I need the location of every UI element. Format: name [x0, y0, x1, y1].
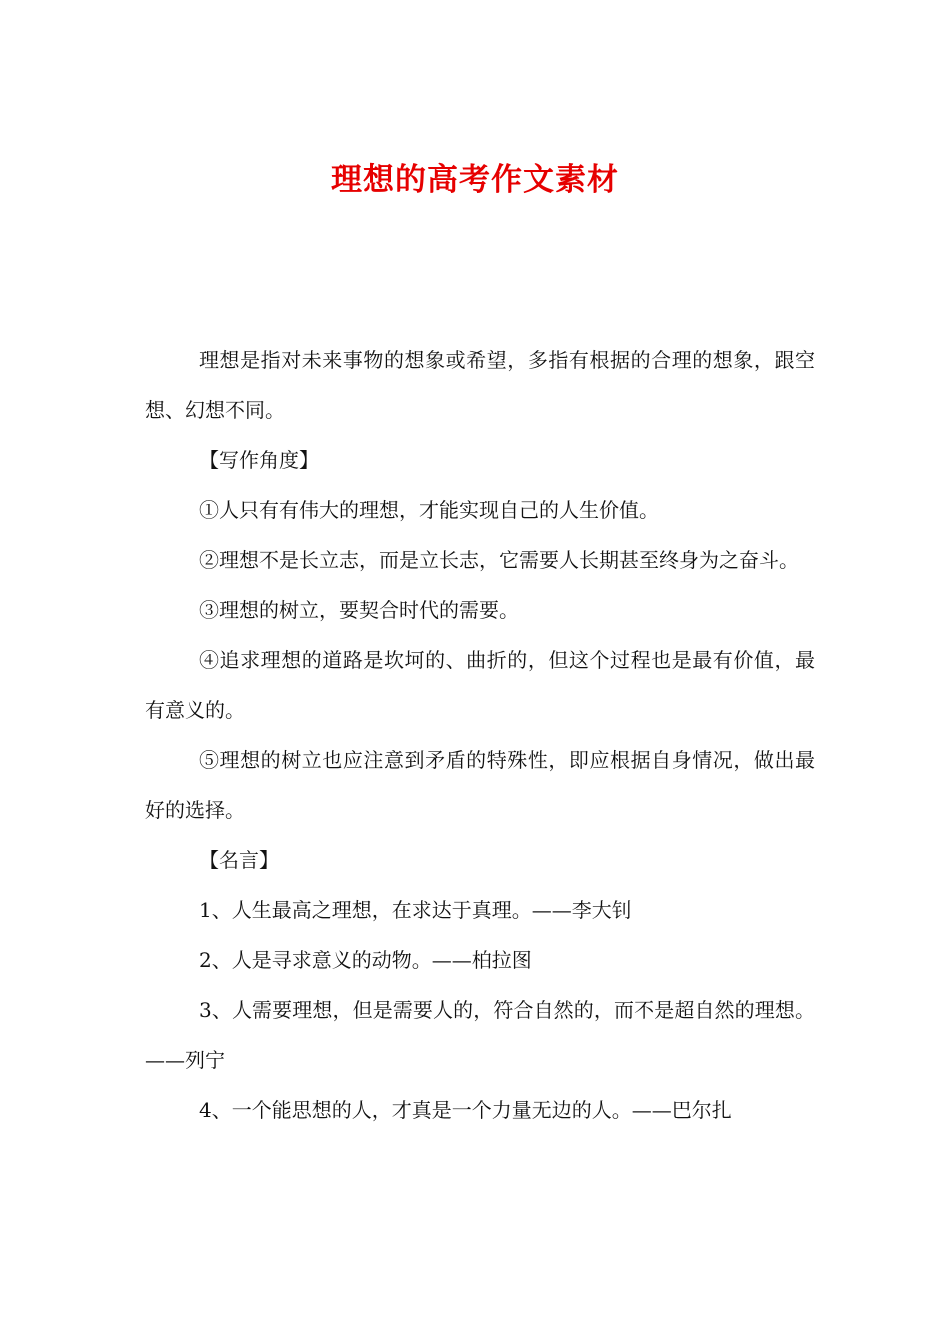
paragraph-definition: 理想是指对未来事物的想象或希望，多指有根据的合理的想象，跟空想、幻想不同。 — [145, 348, 815, 422]
quote-item: 3、人需要理想，但是需要人的，符合自然的，而不是超自然的理想。——列宁 — [145, 998, 815, 1072]
list-item: ②理想不是长立志，而是立长志，它需要人长期甚至终身为之奋斗。 — [199, 548, 799, 572]
quote-item: 1、人生最高之理想，在求达于真理。——李大钊 — [199, 898, 632, 922]
list-item: ⑤理想的树立也应注意到矛盾的特殊性，即应根据自身情况，做出最好的选择。 — [145, 748, 815, 822]
section-heading-writing-angles: 【写作角度】 — [199, 448, 319, 472]
document-title: 理想的高考作文素材 — [331, 162, 619, 198]
section-heading-quotes: 【名言】 — [199, 848, 279, 872]
quote-item: 4、一个能思想的人，才真是一个力量无边的人。——巴尔扎 — [199, 1098, 732, 1122]
document-body — [145, 335, 815, 1135]
list-item: ①人只有有伟大的理想，才能实现自己的人生价值。 — [199, 498, 659, 522]
list-item: ③理想的树立，要契合时代的需要。 — [199, 598, 519, 622]
quote-item: 2、人是寻求意义的动物。——柏拉图 — [199, 948, 532, 972]
list-item: ④追求理想的道路是坎坷的、曲折的，但这个过程也是最有价值，最有意义的。 — [145, 648, 815, 722]
